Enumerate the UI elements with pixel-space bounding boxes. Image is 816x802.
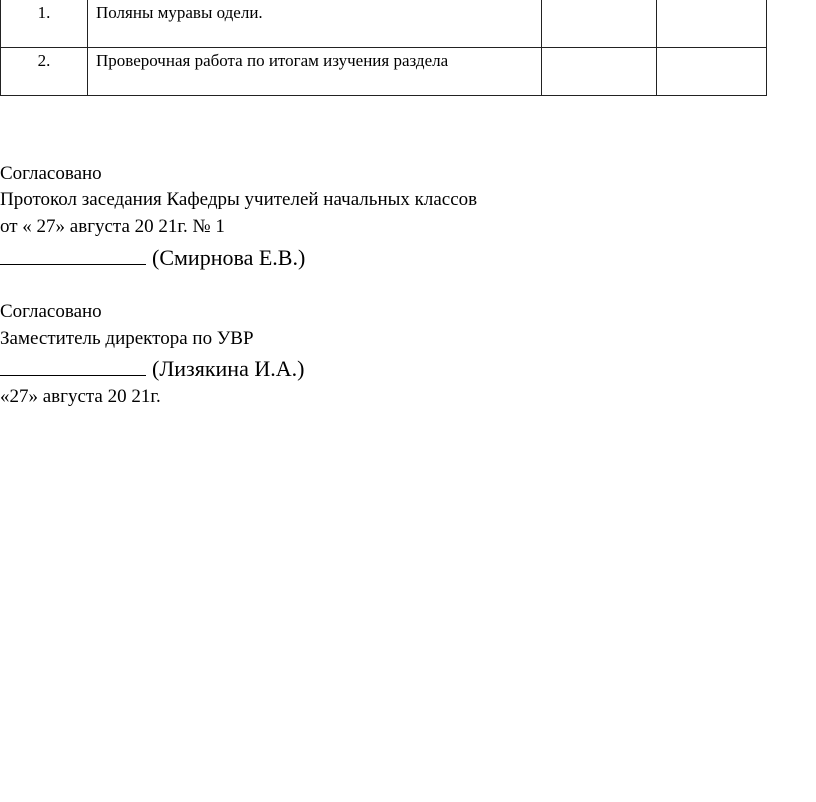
approval-date: «27» августа 20 21г.: [0, 386, 161, 407]
signature-blank: [0, 244, 146, 265]
row-cell: [542, 0, 657, 48]
protocol-line: Протокол заседания Кафедры учителей начальных классов: [0, 189, 478, 210]
signature-name: (Смирнова Е.В.): [152, 245, 306, 270]
approval-title: Согласовано: [0, 301, 102, 322]
signature-line: [0, 244, 305, 271]
protocol-date: от « 27» августа 20 21г. № 1: [0, 216, 225, 237]
approval-title: Согласовано: [0, 163, 102, 184]
row-number: 1.: [1, 0, 88, 48]
signature-line: [0, 355, 304, 382]
row-cell: [657, 0, 767, 48]
lessons-table: [0, 0, 767, 96]
row-cell: [657, 48, 767, 96]
row-topic: Проверочная работа по итогам изучения раздела: [88, 48, 542, 96]
deputy-line: Заместитель директора по УВР: [0, 328, 254, 349]
signature-name: (Лизякина И.А.): [152, 356, 305, 381]
row-cell: [542, 48, 657, 96]
table-row: [1, 48, 767, 96]
row-topic: Поляны муравы одели.: [88, 0, 542, 48]
row-number: 2.: [1, 48, 88, 96]
signature-blank: [0, 355, 146, 376]
table-row: [1, 0, 767, 48]
